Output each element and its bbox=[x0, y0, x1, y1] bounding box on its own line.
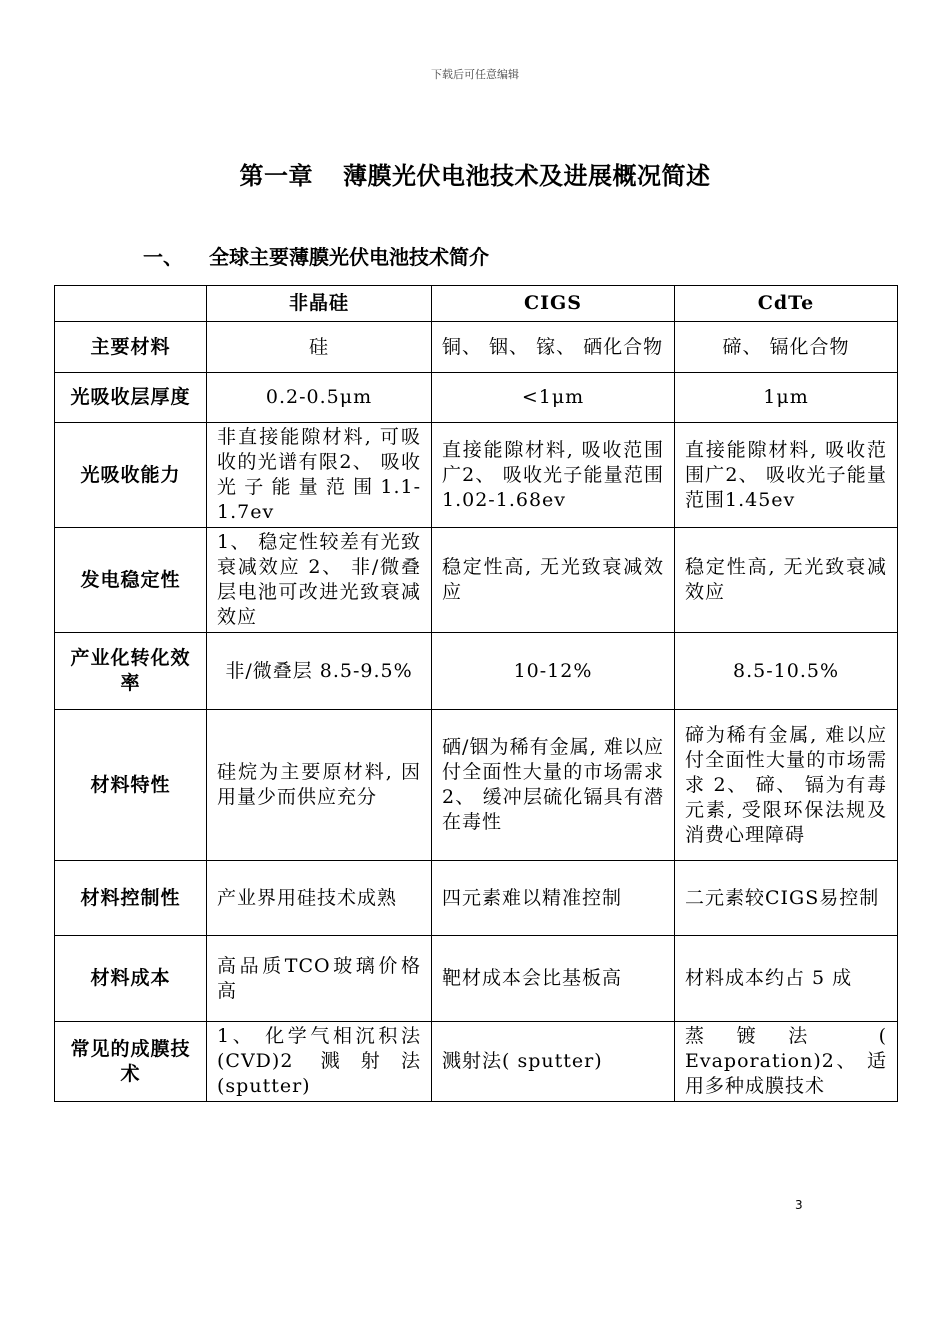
header-note: 下载后可任意编辑 bbox=[431, 68, 519, 81]
row-label: 主要材料 bbox=[55, 322, 207, 373]
table-cell: 0.2-0.5μm bbox=[207, 373, 432, 423]
row-label: 材料成本 bbox=[55, 936, 207, 1022]
table-row bbox=[55, 373, 898, 423]
table-row bbox=[55, 423, 898, 528]
table-cell: 产业界用硅技术成熟 bbox=[207, 861, 432, 936]
table-cell: 稳定性高, 无光致衰减效应 bbox=[432, 528, 675, 633]
table-cell: 硅 bbox=[207, 322, 432, 373]
table-row bbox=[55, 861, 898, 936]
table-cell: 直接能隙材料, 吸收范围广2、 吸收光子能量范围1.02-1.68ev bbox=[432, 423, 675, 528]
table-cell: 高品质TCO玻璃价格高 bbox=[207, 936, 432, 1022]
header-cell-empty bbox=[55, 286, 207, 322]
table-cell: 10-12% bbox=[432, 633, 675, 710]
section-title bbox=[143, 241, 489, 270]
table-cell: 二元素较CIGS易控制 bbox=[675, 861, 898, 936]
table-cell: 1、 稳定性较差有光致衰减效应 2、 非/微叠层电池可改进光致衰减效应 bbox=[207, 528, 432, 633]
table-cell: 溅射法( sputter) bbox=[432, 1022, 675, 1102]
table-cell: 1μm bbox=[675, 373, 898, 423]
table-row bbox=[55, 1022, 898, 1102]
chapter-title bbox=[0, 156, 950, 191]
section-number: 一、 bbox=[143, 245, 183, 269]
header-cell-cdte: CdTe bbox=[675, 286, 898, 322]
table-cell: 铜、 铟、 镓、 硒化合物 bbox=[432, 322, 675, 373]
table-header-row bbox=[55, 286, 898, 322]
table-cell: 硒/铟为稀有金属, 难以应付全面性大量的市场需求 2、 缓冲层硫化镉具有潜在毒性 bbox=[432, 710, 675, 861]
section-heading: 全球主要薄膜光伏电池技术简介 bbox=[209, 245, 489, 269]
table-cell: 靶材成本会比基板高 bbox=[432, 936, 675, 1022]
table-cell: 8.5-10.5% bbox=[675, 633, 898, 710]
table-row bbox=[55, 633, 898, 710]
table-cell: 稳定性高, 无光致衰减效应 bbox=[675, 528, 898, 633]
table-cell: 材料成本约占 5 成 bbox=[675, 936, 898, 1022]
table-row bbox=[55, 936, 898, 1022]
table-row bbox=[55, 710, 898, 861]
table-cell: 1、 化学气相沉积法 (CVD)2 溅射法 (sputter) bbox=[207, 1022, 432, 1102]
row-label: 材料特性 bbox=[55, 710, 207, 861]
header-cell-amorphous-si: 非晶硅 bbox=[207, 286, 432, 322]
row-label: 发电稳定性 bbox=[55, 528, 207, 633]
row-label: 光吸收能力 bbox=[55, 423, 207, 528]
chapter-number: 第一章 bbox=[239, 162, 313, 190]
table-cell: 碲为稀有金属, 难以应付全面性大量的市场需求 2、 碲、 镉为有毒元素, 受限环保法规及消费心理障碍 bbox=[675, 710, 898, 861]
page-number: 3 bbox=[795, 1198, 803, 1212]
table-row bbox=[55, 528, 898, 633]
table-cell: 非/微叠层 8.5-9.5% bbox=[207, 633, 432, 710]
table-row bbox=[55, 322, 898, 373]
table-cell: 硅烷为主要原材料, 因用量少而供应充分 bbox=[207, 710, 432, 861]
table-cell: <1μm bbox=[432, 373, 675, 423]
table-cell: 四元素难以精准控制 bbox=[432, 861, 675, 936]
technology-comparison-table bbox=[54, 285, 898, 1102]
table-cell: 直接能隙材料, 吸收范围广2、 吸收光子能量范围1.45ev bbox=[675, 423, 898, 528]
table-cell: 蒸镀法 ( Evaporation)2、 适用多种成膜技术 bbox=[675, 1022, 898, 1102]
row-label: 常见的成膜技术 bbox=[55, 1022, 207, 1102]
table-cell: 碲、 镉化合物 bbox=[675, 322, 898, 373]
row-label: 产业化转化效率 bbox=[55, 633, 207, 710]
row-label: 光吸收层厚度 bbox=[55, 373, 207, 423]
table-cell: 非直接能隙材料, 可吸收的光谱有限2、 吸收光子能量范围1.1-1.7ev bbox=[207, 423, 432, 528]
chapter-heading: 薄膜光伏电池技术及进展概况简述 bbox=[343, 162, 711, 190]
row-label: 材料控制性 bbox=[55, 861, 207, 936]
header-cell-cigs: CIGS bbox=[432, 286, 675, 322]
